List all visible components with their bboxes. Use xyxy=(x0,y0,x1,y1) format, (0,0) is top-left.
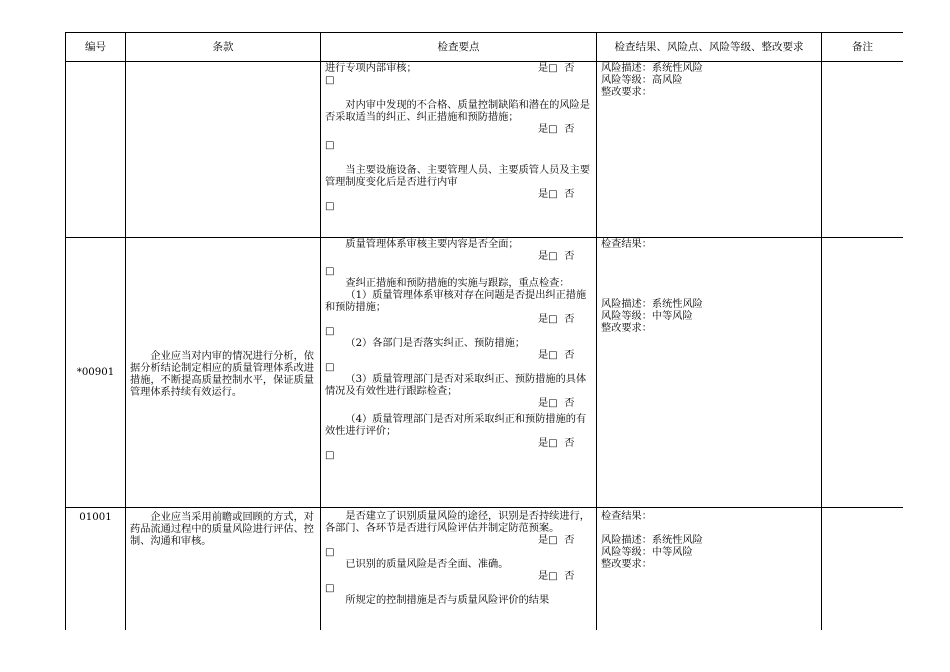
check-point-text: （1）质量管理体系审核对存在问题是否提出纠正措施和预防措施； xyxy=(325,290,587,313)
check-point-text: 已识别的质量风险是否全面、准确。 xyxy=(345,559,509,570)
yes-no-option[interactable]: 是□ 否 xyxy=(538,189,575,200)
risk-level: 风险等级：中等风险 xyxy=(601,311,693,322)
rectify-requirement: 整改要求： xyxy=(601,323,652,334)
yes-no-option[interactable]: 是□ 否 xyxy=(538,535,575,546)
yes-no-option[interactable]: 是□ 否 xyxy=(538,350,575,361)
table-row xyxy=(66,62,904,238)
check-point-text: 对内审中发现的不合格、质量控制缺陷和潜在的风险是否采取适当的纠正、纠正措施和预防措施； xyxy=(325,100,590,123)
risk-description: 风险描述：系统性风险 xyxy=(601,535,703,546)
row-check-points xyxy=(321,508,597,631)
yes-no-option[interactable]: 是□ 否 xyxy=(538,124,575,135)
row-result xyxy=(597,62,822,238)
risk-description: 风险描述：系统性风险 xyxy=(601,299,703,310)
row-note xyxy=(822,62,904,238)
header-result: 检查结果、风险点、风险等级、整改要求 xyxy=(597,33,822,62)
yes-no-option[interactable]: 是□ 否 xyxy=(538,314,575,325)
checkbox-no[interactable]: □ xyxy=(325,547,335,558)
row-check-points xyxy=(321,238,597,508)
clause-text: 企业应当采用前瞻或回顾的方式，对药品流通过程中的质量风险进行评估、控制、沟通和审核。 xyxy=(130,512,314,547)
row-id: 01001 xyxy=(66,508,126,631)
row-clause xyxy=(126,62,321,238)
row-result xyxy=(597,508,822,631)
check-point-text: 当主要设施设备、主要管理人员、主要质管人员及主要管理制度变化后是否进行内审 xyxy=(325,165,590,188)
row-note xyxy=(822,238,904,508)
yes-no-option[interactable]: 是□ 否 xyxy=(538,438,575,449)
inspection-table xyxy=(65,32,903,630)
checkbox-no[interactable]: □ xyxy=(325,75,335,86)
check-point-text: 进行专项内部审核； xyxy=(325,63,417,74)
check-point-text: 质量管理体系审核主要内容是否全面； xyxy=(345,239,519,250)
row-id: *00901 xyxy=(66,238,126,508)
header-points: 检查要点 xyxy=(321,33,597,62)
row-check-points xyxy=(321,62,597,238)
row-result xyxy=(597,238,822,508)
yes-no-option[interactable]: 是□ 否 xyxy=(538,251,575,262)
risk-level: 风险等级：中等风险 xyxy=(601,547,693,558)
row-id xyxy=(66,62,126,238)
row-clause xyxy=(126,238,321,508)
clause-text: 企业应当对内审的情况进行分析，依据分析结论制定相应的质量管理体系改进措施，不断提高质量控制水平，保证质量管理体系持续有效运行。 xyxy=(130,350,314,398)
header-id: 编号 xyxy=(66,33,126,62)
check-point-text: 是否建立了识别质量风险的途径，识别是否持续进行，各部门、各环节是否进行风险评估并制定防范预案。 xyxy=(325,511,590,534)
checkbox-no[interactable]: □ xyxy=(325,362,335,373)
check-point-text: （3）质量管理部门是否对采取纠正、预防措施的具体情况及有效性进行跟踪检查； xyxy=(325,374,587,397)
checkbox-no[interactable]: □ xyxy=(325,326,335,337)
table-row xyxy=(66,508,904,631)
check-point-text: 所规定的控制措施是否与质量风险评价的结果 xyxy=(345,595,550,606)
risk-description: 风险描述：系统性风险 xyxy=(601,63,703,74)
rectify-requirement: 整改要求： xyxy=(601,559,652,570)
inspection-sheet xyxy=(65,32,903,630)
yes-no-option[interactable]: 是□ 否 xyxy=(538,571,575,582)
header-clause: 条款 xyxy=(126,33,321,62)
checkbox-no[interactable]: □ xyxy=(325,583,335,594)
rectify-requirement: 整改要求： xyxy=(601,87,652,98)
checkbox-no[interactable]: □ xyxy=(325,450,335,461)
checkbox-no[interactable]: □ xyxy=(325,266,335,277)
check-point-text: （4）质量管理部门是否对所采取纠正和预防措施的有效性进行评价； xyxy=(325,414,587,437)
row-note xyxy=(822,508,904,631)
header-note: 备注 xyxy=(822,33,904,62)
yes-no-option[interactable]: 是□ 否 xyxy=(538,398,575,409)
yes-no-option[interactable]: 是□ 否 xyxy=(538,63,575,74)
table-row xyxy=(66,238,904,508)
row-clause xyxy=(126,508,321,631)
header-row xyxy=(66,33,904,62)
checkbox-no[interactable]: □ xyxy=(325,201,335,212)
risk-level: 风险等级：高风险 xyxy=(601,75,683,86)
check-point-text: 查纠正措施和预防措施的实施与跟踪，重点检查： xyxy=(345,278,570,289)
checkbox-no[interactable]: □ xyxy=(325,140,335,151)
check-point-text: （2）各部门是否落实纠正、预防措施； xyxy=(345,338,526,349)
check-result-label: 检查结果： xyxy=(601,511,652,522)
check-result-label: 检查结果： xyxy=(601,239,652,250)
